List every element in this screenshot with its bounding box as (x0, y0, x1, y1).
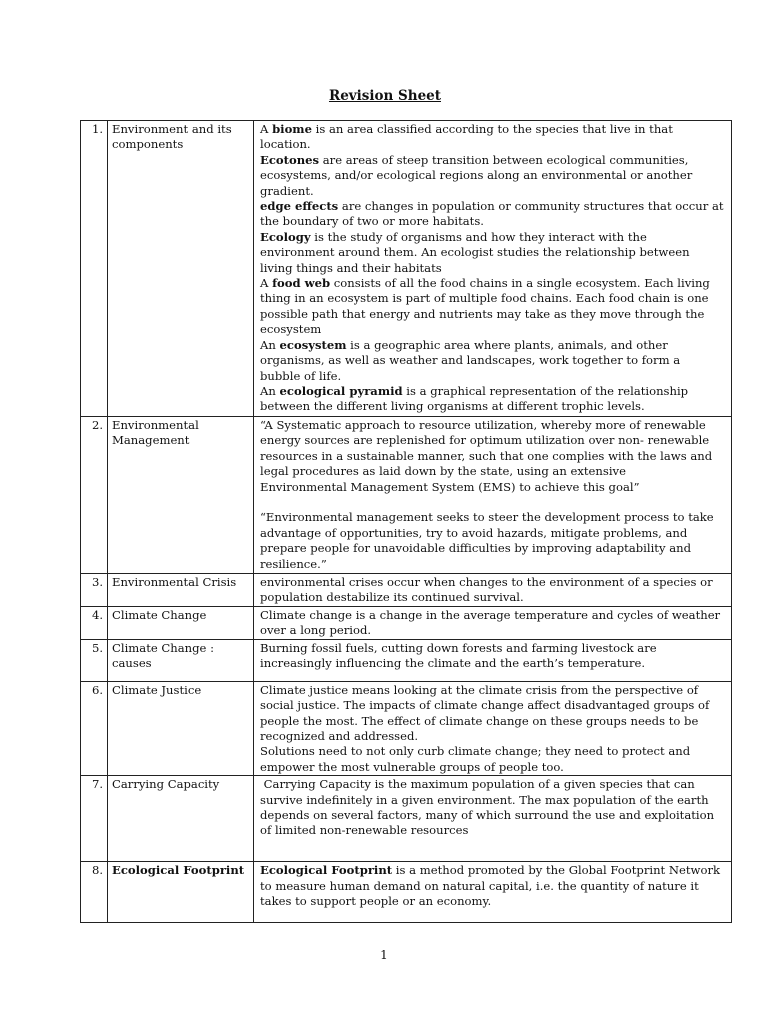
description-cell: Ecological Footprint is a method promoted by the Global Footprint Network to measure human demand on natural capital, i.e. the quantity of nature it takes to support people or an economy. (254, 862, 732, 923)
table-row (81, 607, 732, 640)
definition-ecological-pyramid: An ecological pyramid is a graphical representation of the relationship (260, 383, 689, 398)
table-row (81, 417, 732, 574)
topic-cell: Ecological Footprint (108, 862, 254, 923)
description-cell: environmental crises occur when changes to the environment of a species or population destabilize its continued survival. (254, 574, 732, 607)
definition-ecosystem: An ecosystem is a geographic area where plants, animals, and other (260, 337, 668, 352)
table-row (81, 776, 732, 862)
topic-cell: Climate Change (108, 607, 254, 640)
definition-ecotones: Ecotones are areas of steep transition between ecological communities, (260, 152, 689, 167)
topic-cell: Environment and its components (108, 121, 254, 417)
description-cell: Climate change is a change in the average temperature and cycles of weather over a long period. (254, 607, 732, 640)
row-number: 8. (81, 862, 108, 923)
description-cell: Climate justice means looking at the climate crisis from the perspective of social justice. The impacts of climate change affect disadvantaged groups of people the most. The effect of climate change on these groups needs to be recognized and addressed. Solutions need to not only curb climate change; they need to protect and empower the most vulnerable groups of people too. (254, 681, 732, 775)
description-cell: Burning fossil fuels, cutting down forests and farming livestock are increasingly influencing the climate and the earth’s temperature. (254, 639, 732, 681)
table-row (81, 681, 732, 775)
definition-food-web: A food web consists of all the food chains in a single ecosystem. Each living (260, 276, 710, 291)
row-number: 3. (81, 574, 108, 607)
row-number: 2. (81, 417, 108, 574)
definition-ecology: Ecology is the study of organisms and how they interact with the (260, 229, 647, 244)
page-title: Revision Sheet (328, 88, 441, 104)
row-number: 6. (81, 681, 108, 775)
row-number: 4. (81, 607, 108, 640)
row-number: 5. (81, 639, 108, 681)
definition-ecological-footprint: Ecological Footprint is a method promoted by the Global Footprint Network (260, 863, 721, 878)
row-number: 7. (81, 776, 108, 862)
topic-cell: Carrying Capacity (108, 776, 254, 862)
topic-cell: Climate Justice (108, 681, 254, 775)
definition-biome: A biome is an area classified according to the species that live in that (260, 122, 673, 136)
table-row (81, 574, 732, 607)
table-row (81, 121, 732, 417)
definition-edge-effects: edge effects are changes in population or community structures that occur at (260, 199, 724, 214)
page-number: 1 (380, 948, 388, 962)
topic-cell: Climate Change : causes (108, 639, 254, 681)
table-row (81, 862, 732, 923)
description-cell: “A Systematic approach to resource utilization, whereby more of renewable energy sources are replenished for optimum utilization over non- renewable resources in a sustainable manner, such that one complies with the laws and legal procedures as laid down by the state, using an extensive Environmental Management System (EMS) to achieve this goal” “Environmental management seeks to steer the development process to take advantage of opportunities, try to avoid hazards, mitigate problems, and prepare people for unavoidable difficulties by improving adaptability and resilience.” (254, 417, 732, 574)
description-cell: A biome is an area classified according to the species that live in that location. Ecotones are areas of steep transition between ecological communities, ecosystems, and/or ecological regions along an environmental or another gradient. edge effects are changes in population or community structures that occur at the boundary of two or more habitats. Ecology is the study of organisms and how they interact with the environment around them. An ecologist studies the relationship between living things and their habitats A food web consists of all the food chains in a single ecosystem. Each living thing in an ecosystem is part of multiple food chains. Each food chain is one possible path that energy and nutrients may take as they move through the ecosystem An ecosystem is a geographic area where plants, animals, and other organisms, as well as weather and landscapes, work together to form a bubble of life. An ecological pyramid is a graphical representation of the relationship between the different living organisms at different trophic levels. (254, 121, 732, 417)
revision-table (80, 120, 732, 923)
topic-cell: Environmental Management (108, 417, 254, 574)
topic-cell: Environmental Crisis (108, 574, 254, 607)
row-number: 1. (81, 121, 108, 417)
table-row (81, 639, 732, 681)
description-cell: Carrying Capacity is the maximum population of a given species that can survive indefinitely in a given environment. The max population of the earth depends on several factors, many of which surround the use and exploitation of limited non-renewable resources (254, 776, 732, 862)
